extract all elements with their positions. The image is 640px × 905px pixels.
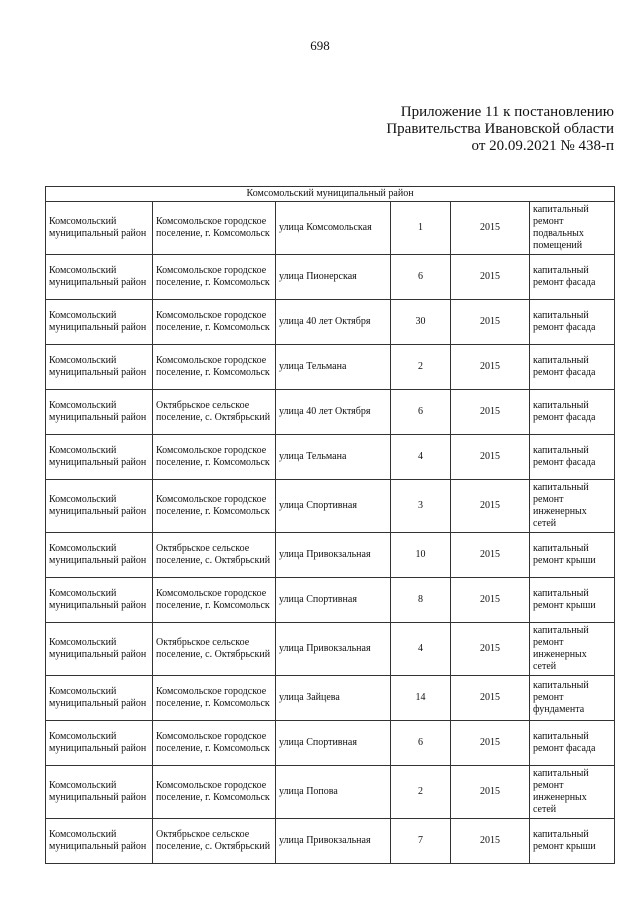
table-row xyxy=(46,623,615,676)
appendix-line-1: Приложение 11 к постановлению xyxy=(400,104,614,120)
house-number-cell: 6 xyxy=(391,390,451,435)
year-cell: 2015 xyxy=(451,766,530,819)
street-cell: улица 40 лет Октября xyxy=(276,300,391,345)
street-cell: улица Тельмана xyxy=(276,435,391,480)
table-row xyxy=(46,255,615,300)
work-type-cell: капитальный ремонт инженерных сетей xyxy=(530,766,615,819)
street-cell: улица Спортивная xyxy=(276,480,391,533)
table-row xyxy=(46,435,615,480)
municipality-cell: Комсомольский муниципальный район xyxy=(46,623,153,676)
house-number-cell: 1 xyxy=(391,202,451,255)
year-cell: 2015 xyxy=(451,676,530,721)
year-cell: 2015 xyxy=(451,721,530,766)
house-number-cell: 2 xyxy=(391,766,451,819)
municipality-cell: Комсомольский муниципальный район xyxy=(46,533,153,578)
municipality-cell: Комсомольский муниципальный район xyxy=(46,300,153,345)
municipality-cell: Комсомольский муниципальный район xyxy=(46,578,153,623)
appendix-line-2: Правительства Ивановской области xyxy=(386,121,614,137)
house-number-cell: 7 xyxy=(391,819,451,864)
street-cell: улица Привокзальная xyxy=(276,533,391,578)
year-cell: 2015 xyxy=(451,480,530,533)
table-row xyxy=(46,345,615,390)
year-cell: 2015 xyxy=(451,345,530,390)
year-cell: 2015 xyxy=(451,578,530,623)
table-row xyxy=(46,480,615,533)
year-cell: 2015 xyxy=(451,533,530,578)
table-row xyxy=(46,578,615,623)
house-number-cell: 3 xyxy=(391,480,451,533)
table-row xyxy=(46,766,615,819)
work-type-cell: капитальный ремонт фасада xyxy=(530,255,615,300)
settlement-cell: Октябрьское сельское поселение, с. Октябрьский xyxy=(153,533,276,578)
municipality-cell: Комсомольский муниципальный район xyxy=(46,390,153,435)
year-cell: 2015 xyxy=(451,390,530,435)
house-number-cell: 4 xyxy=(391,435,451,480)
settlement-cell: Комсомольское городское поселение, г. Комсомольск xyxy=(153,345,276,390)
table-row xyxy=(46,819,615,864)
table-row xyxy=(46,676,615,721)
street-cell: улица Привокзальная xyxy=(276,623,391,676)
year-cell: 2015 xyxy=(451,255,530,300)
work-type-cell: капитальный ремонт фасада xyxy=(530,345,615,390)
street-cell: улица Зайцева xyxy=(276,676,391,721)
house-number-cell: 6 xyxy=(391,255,451,300)
municipality-cell: Комсомольский муниципальный район xyxy=(46,676,153,721)
street-cell: улица 40 лет Октября xyxy=(276,390,391,435)
work-type-cell: капитальный ремонт инженерных сетей xyxy=(530,623,615,676)
municipality-cell: Комсомольский муниципальный район xyxy=(46,435,153,480)
work-type-cell: капитальный ремонт крыши xyxy=(530,578,615,623)
year-cell: 2015 xyxy=(451,819,530,864)
settlement-cell: Комсомольское городское поселение, г. Комсомольск xyxy=(153,721,276,766)
repair-registry-table xyxy=(45,186,615,864)
house-number-cell: 8 xyxy=(391,578,451,623)
work-type-cell: капитальный ремонт фасада xyxy=(530,435,615,480)
work-type-cell: капитальный ремонт фундамента xyxy=(530,676,615,721)
settlement-cell: Комсомольское городское поселение, г. Комсомольск xyxy=(153,676,276,721)
settlement-cell: Октябрьское сельское поселение, с. Октябрьский xyxy=(153,390,276,435)
municipality-cell: Комсомольский муниципальный район xyxy=(46,819,153,864)
municipality-cell: Комсомольский муниципальный район xyxy=(46,721,153,766)
municipality-cell: Комсомольский муниципальный район xyxy=(46,480,153,533)
year-cell: 2015 xyxy=(451,435,530,480)
street-cell: улица Попова xyxy=(276,766,391,819)
settlement-cell: Комсомольское городское поселение, г. Комсомольск xyxy=(153,300,276,345)
settlement-cell: Комсомольское городское поселение, г. Комсомольск xyxy=(153,202,276,255)
street-cell: улица Комсомольская xyxy=(276,202,391,255)
house-number-cell: 30 xyxy=(391,300,451,345)
street-cell: улица Пионерская xyxy=(276,255,391,300)
table-row xyxy=(46,390,615,435)
appendix-line-3: от 20.09.2021 № 438-п xyxy=(471,138,614,154)
house-number-cell: 14 xyxy=(391,676,451,721)
street-cell: улица Тельмана xyxy=(276,345,391,390)
work-type-cell: капитальный ремонт фасада xyxy=(530,390,615,435)
municipality-cell: Комсомольский муниципальный район xyxy=(46,255,153,300)
street-cell: улица Привокзальная xyxy=(276,819,391,864)
settlement-cell: Комсомольское городское поселение, г. Комсомольск xyxy=(153,766,276,819)
settlement-cell: Комсомольское городское поселение, г. Комсомольск xyxy=(153,255,276,300)
table-row xyxy=(46,300,615,345)
work-type-cell: капитальный ремонт инженерных сетей xyxy=(530,480,615,533)
work-type-cell: капитальный ремонт фасада xyxy=(530,300,615,345)
street-cell: улица Спортивная xyxy=(276,721,391,766)
table-row xyxy=(46,721,615,766)
work-type-cell: капитальный ремонт фасада xyxy=(530,721,615,766)
house-number-cell: 4 xyxy=(391,623,451,676)
district-title: Комсомольский муниципальный район xyxy=(46,187,615,202)
work-type-cell: капитальный ремонт крыши xyxy=(530,533,615,578)
year-cell: 2015 xyxy=(451,623,530,676)
work-type-cell: капитальный ремонт крыши xyxy=(530,819,615,864)
settlement-cell: Комсомольское городское поселение, г. Комсомольск xyxy=(153,435,276,480)
house-number-cell: 6 xyxy=(391,721,451,766)
municipality-cell: Комсомольский муниципальный район xyxy=(46,766,153,819)
municipality-cell: Комсомольский муниципальный район xyxy=(46,202,153,255)
settlement-cell: Комсомольское городское поселение, г. Комсомольск xyxy=(153,578,276,623)
table-row xyxy=(46,202,615,255)
page-number: 698 xyxy=(310,38,330,53)
settlement-cell: Комсомольское городское поселение, г. Комсомольск xyxy=(153,480,276,533)
year-cell: 2015 xyxy=(451,300,530,345)
house-number-cell: 10 xyxy=(391,533,451,578)
work-type-cell: капитальный ремонт подвальных помещений xyxy=(530,202,615,255)
district-title-row xyxy=(46,187,615,202)
settlement-cell: Октябрьское сельское поселение, с. Октябрьский xyxy=(153,623,276,676)
year-cell: 2015 xyxy=(451,202,530,255)
municipality-cell: Комсомольский муниципальный район xyxy=(46,345,153,390)
street-cell: улица Спортивная xyxy=(276,578,391,623)
settlement-cell: Октябрьское сельское поселение, с. Октябрьский xyxy=(153,819,276,864)
table-row xyxy=(46,533,615,578)
house-number-cell: 2 xyxy=(391,345,451,390)
appendix-header xyxy=(294,104,614,155)
